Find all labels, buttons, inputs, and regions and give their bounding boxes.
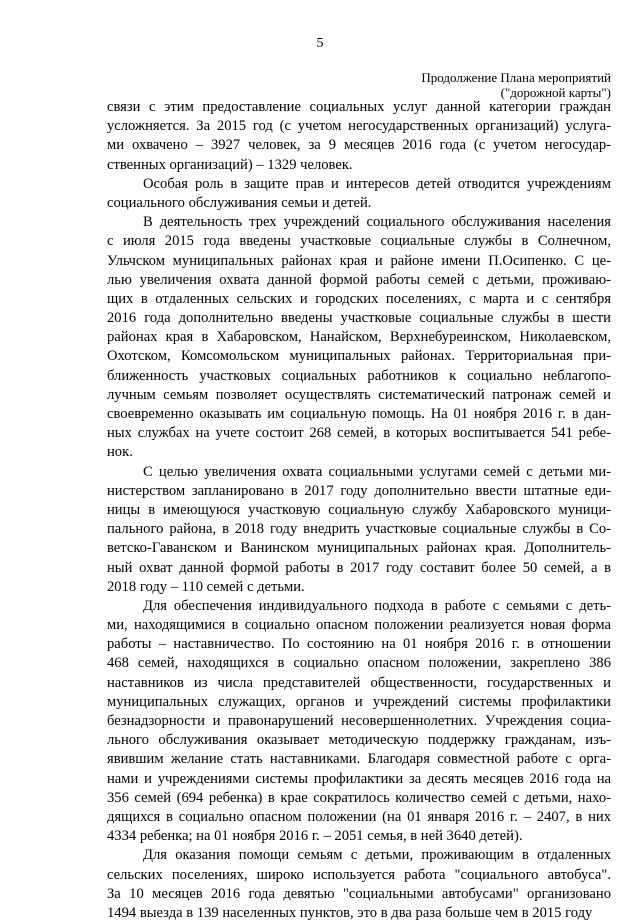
paragraph-line: щих в отдаленных сельских и городских поселениях, с марта и с сентября — [107, 290, 611, 307]
paragraph-line: ми, находящимися в социально опасном положении реализуется новая форма — [107, 617, 611, 634]
paragraph-line: льного обслуживания оказывает методическую поддержку гражданам, изъ- — [107, 732, 611, 749]
paragraph-line: 1494 выезда в 139 населенных пунктов, это в два раза больше чем в 2015 году — [107, 904, 593, 921]
paragraph-line: ми охвачено – 3927 человек, за 9 месяцев 2016 года (с учетом негосудар- — [107, 137, 611, 154]
paragraph-line: ных службах на учете состоит 268 семей, в которых воспитывается 541 ребе- — [107, 425, 611, 442]
paragraph-line: наставников из числа представителей общественности, государственных и — [107, 674, 611, 691]
paragraph-line: ближенность участковых социальных работников к социально неблагопо- — [107, 367, 611, 384]
paragraph — [107, 463, 611, 597]
paragraph-line: Особая роль в защите прав и интересов детей отводится учреждениям — [143, 175, 611, 192]
paragraph-line: ветско-Гаванском и Ванинском муниципальных районах края. Дополнитель- — [107, 540, 611, 557]
paragraph-line: безнадзорности и правонарушений несовершеннолетних. Учреждения социа- — [107, 713, 611, 729]
paragraph-line: районах края в Хабаровском, Нанайском, Верхнебуреинском, Николаевском, — [107, 329, 611, 346]
paragraph-line: ный охват данной формой работы в 2017 году составит более 50 семей, а в — [107, 559, 611, 576]
body-text — [107, 98, 611, 923]
paragraph-line: 2016 года дополнительно введены участковые социальные службы в шести — [107, 310, 611, 327]
continuation-header-line1: Продолжение Плана мероприятий — [421, 70, 611, 85]
paragraph-line: пального района, в 2018 году внедрить участковые социальные службы в Со- — [107, 521, 611, 538]
page-number: 5 — [316, 36, 324, 51]
paragraph-line: усложняется. За 2015 год (с учетом негосударственных организаций) услуга- — [107, 118, 611, 135]
paragraph-line: За 10 месяцев 2016 года девятью "социальными автобусами" организовано — [107, 885, 611, 902]
paragraph-line: нок. — [107, 444, 133, 461]
paragraph-line: Ульчском муниципальных районах края и районе имени П.Осипенко. С це- — [107, 252, 611, 269]
paragraph-line: социального обслуживания семьи и детей. — [107, 194, 372, 211]
continuation-header — [421, 70, 611, 100]
paragraph-line: 2018 году – 110 семей с детьми. — [107, 578, 305, 595]
paragraph-line: 468 семей, находящихся в социально опасном положении, закреплено 386 — [107, 655, 611, 672]
paragraph-line: В деятельность трех учреждений социального обслуживания населения — [143, 214, 611, 231]
paragraph-line: с июля 2015 года введены участковые социальные службы в Солнечном, — [107, 233, 611, 250]
paragraph — [107, 98, 611, 175]
paragraph-line: сельских поселениях, широко используется работа "социального автобуса". — [107, 866, 611, 883]
paragraph-line: своевременно оказывать им социальную помощь. На 01 ноября 2016 г. в дан- — [107, 406, 611, 422]
paragraph-line: Охотском, Комсомольском муниципальных районах. Территориальная при- — [107, 348, 611, 365]
paragraph-line: лью увеличения охвата данной формой работы семей с детьми, проживаю- — [107, 271, 611, 288]
paragraph-line: связи с этим предоставление социальных услуг данной категории граждан — [107, 99, 611, 115]
paragraph-line: нами и учреждениями системы профилактики за десять месяцев 2016 года на — [107, 770, 611, 787]
paragraph-line: муниципальных служащих, органов и учреждений системы профилактики — [107, 693, 611, 710]
paragraph-line: ницы в имеющуюся участковую социальную службу Хабаровского муници- — [107, 501, 611, 518]
paragraph — [107, 175, 611, 213]
paragraph — [107, 597, 611, 846]
continuation-header-line2: ("дорожной карты") — [500, 85, 611, 100]
paragraph — [107, 846, 611, 923]
paragraph-line: ственных организаций) – 1329 человек. — [107, 156, 353, 173]
paragraph-line: 4334 ребенка; на 01 ноября 2016 г. – 2051 семья, в ней 3640 детей). — [107, 828, 523, 845]
paragraph-line: нистерством запланировано в 2017 году дополнительно ввести штатные еди- — [107, 482, 611, 499]
paragraph-line: 356 семей (694 ребенка) в крае сократилось количество семей с детьми, нахо- — [107, 789, 611, 806]
paragraph-line: Для оказания помощи семьям с детьми, проживающим в отдаленных — [143, 847, 611, 864]
paragraph-line: Для обеспечения индивидуального подхода в работе с семьями с деть- — [143, 597, 611, 614]
paragraph-line: лучным семьям позволяет осуществлять систематический патронаж семей и — [107, 386, 611, 403]
paragraph-line: дящихся в социально опасном положении (на 01 января 2016 г. – 2407, в них — [107, 808, 611, 825]
paragraph-line: работы – наставничество. По состоянию на 01 ноября 2016 г. в отношении — [107, 636, 611, 653]
paragraph — [107, 213, 611, 462]
paragraph-line: С целью увеличения охвата социальными услугами семей с детьми ми- — [143, 463, 611, 480]
paragraph-line: явившим желание стать наставниками. Благодаря совместной работе с орга- — [107, 751, 611, 768]
